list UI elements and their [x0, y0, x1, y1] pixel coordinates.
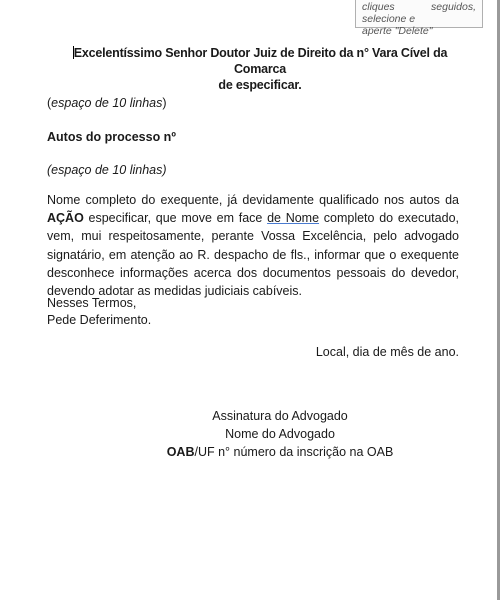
underlined-phrase: de Nome	[267, 211, 320, 226]
body-part-3: completo do executado, vem, mui respeitosamente, perante Vossa Excelência, pelo advogado signatário, em atenção ao R. despacho de fls., informar que o exequente desconhece informações acerca dos documentos pessoais do devedor, devendo adotar as medidas judiciais cabíveis.	[47, 211, 459, 299]
signature-block[interactable]	[60, 407, 500, 461]
lawyer-name: Nome do Advogado	[225, 427, 335, 441]
comment-line-2: aperte "Delete"	[362, 25, 433, 37]
signature-line: Assinatura do Advogado	[212, 409, 348, 423]
heading-line-1: Excelentíssimo Senhor Doutor Juiz de Direito da n° Vara Cível da Comarca	[73, 46, 448, 76]
body-part-1: Nome completo do exequente, já devidamente qualificado nos autos da	[47, 193, 459, 207]
heading-line-2: de especificar.	[218, 78, 302, 92]
process-number-label[interactable]: Autos do processo nº	[47, 130, 176, 144]
placeholder-open-paren: (	[47, 96, 52, 110]
oab-number: /UF n° número da inscrição na OAB	[194, 445, 394, 459]
document-heading[interactable]	[60, 45, 460, 93]
closing-block[interactable]	[47, 295, 151, 328]
oab-label: OAB	[166, 445, 195, 459]
petition-body[interactable]	[47, 191, 459, 300]
comment-line-1: cliques seguidos, selecione e	[362, 1, 476, 25]
place-date[interactable]: Local, dia de mês de ano.	[315, 345, 459, 359]
body-part-2: especificar, que move em face	[83, 211, 268, 226]
placeholder-text: espaço de 10 linhas	[51, 96, 163, 110]
spacing-placeholder-1[interactable]	[47, 95, 167, 112]
closing-line-2: Pede Deferimento.	[47, 312, 152, 327]
closing-line-1: Nesses Termos,	[47, 296, 137, 310]
action-keyword: AÇÃO	[47, 211, 84, 226]
spacing-placeholder-2[interactable]: (espaço de 10 linhas)	[47, 163, 167, 177]
placeholder-close-paren: )	[162, 96, 167, 110]
comment-box[interactable]	[355, 0, 483, 37]
